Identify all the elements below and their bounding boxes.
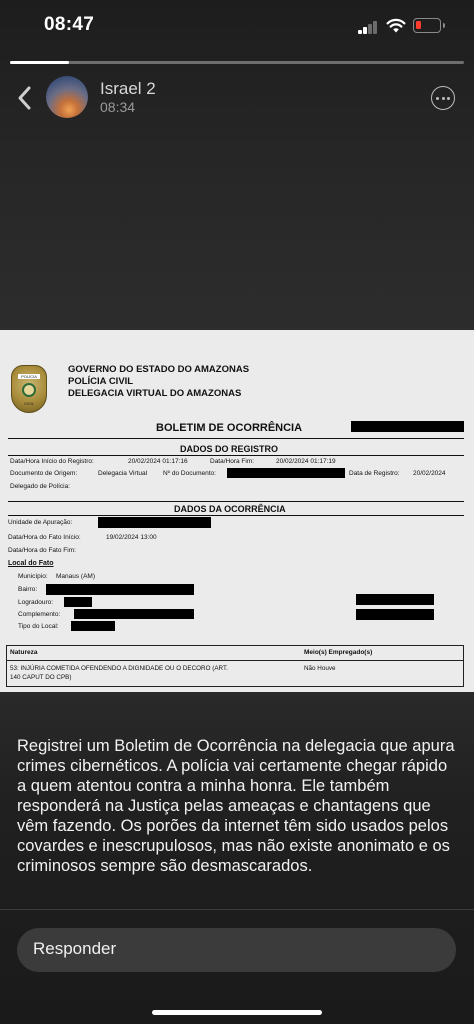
status-time: 08:47 (44, 14, 95, 35)
section-title-registro: DADOS DO REGISTRO (180, 444, 279, 454)
police-report-image (0, 330, 474, 692)
unit-label: Unidade de Apuração: (8, 519, 73, 526)
reg-start-label: Data/Hora Início do Registro: (10, 458, 94, 465)
fact-start-label: Data/Hora do Fato Início: (8, 534, 81, 541)
divider (8, 501, 464, 502)
fact-end-label: Data/Hora do Fato Fim: (8, 547, 76, 554)
home-indicator[interactable] (152, 1010, 322, 1015)
nature-line-2: 140 CAPUT DO CPB) (10, 674, 72, 681)
wifi-icon (386, 17, 406, 33)
city-label: Município: (18, 573, 48, 580)
signal-icon (358, 20, 378, 34)
battery-icon (413, 18, 441, 33)
story-caption: Registrei um Boletim de Ocorrência na delegacia que apura crimes cibernéticos. A polícia vai certamente chegar rápido a quem atentou contra a minha honra. Ele também responderá na Justiça pelas ameaças e chantagens que vêm fazendo. Os porões da internet têm sido usados pelos covardes e inescrupulosos, mas não existe anonimato e os criminosos sempre são desmascarados. (17, 737, 455, 875)
divider (8, 455, 464, 456)
reg-end-label: Data/Hora Fim: (210, 458, 255, 465)
street-label: Logradouro: (18, 599, 54, 606)
redaction (98, 517, 211, 528)
reply-input[interactable] (17, 928, 456, 972)
place-title: Local do Fato (8, 560, 54, 567)
reg-date-value: 20/02/2024 (413, 470, 446, 477)
doc-header-line-2: POLÍCIA CIVIL (68, 376, 134, 387)
fact-start-value: 19/02/2024 13:00 (106, 534, 157, 541)
story-progress-fill (10, 61, 69, 64)
contact-name[interactable]: Israel 2 (100, 79, 156, 98)
complement-label: Complemento: (18, 611, 61, 618)
reg-end-value: 20/02/2024 01:17:19 (276, 458, 336, 465)
redaction (64, 597, 92, 607)
reg-date-label: Data de Registro: (349, 470, 400, 477)
reply-placeholder: Responder (33, 939, 117, 958)
doc-header-line-1: GOVERNO DO ESTADO DO AMAZONAS (68, 364, 250, 375)
table-col-nature: Natureza (10, 649, 38, 656)
nature-table (6, 645, 464, 687)
story-background-top (0, 0, 474, 335)
reg-start-value: 20/02/2024 01:17:16 (128, 458, 188, 465)
more-options-icon[interactable] (431, 86, 455, 110)
redaction (356, 609, 434, 620)
divider (0, 909, 474, 910)
city-value: Manaus (AM) (56, 573, 96, 580)
place-type-label: Tipo do Local: (18, 623, 59, 630)
police-crest-icon: POLÍCIA CIVIL (11, 365, 47, 413)
redaction (356, 594, 434, 605)
divider (8, 438, 464, 439)
divider (8, 515, 464, 516)
avatar[interactable] (46, 76, 88, 118)
doc-title: BOLETIM DE OCORRÊNCIA (156, 422, 303, 434)
doc-header-line-3: DELEGACIA VIRTUAL DO AMAZONAS (68, 388, 242, 399)
redaction (351, 421, 464, 432)
doc-number-label: Nº do Documento: (163, 470, 216, 477)
story-progress-bar (10, 61, 464, 64)
delegate-label: Delegado de Polícia: (10, 483, 70, 490)
section-title-ocorrencia: DADOS DA OCORRÊNCIA (174, 504, 286, 514)
story-timestamp: 08:34 (100, 99, 136, 115)
back-chevron-icon[interactable] (14, 83, 36, 113)
means-value: Não Houve (304, 665, 336, 672)
redaction (227, 468, 345, 478)
redaction (46, 584, 194, 595)
table-col-means: Meio(s) Empregado(s) (304, 649, 373, 656)
origin-label: Documento de Origem: (10, 470, 78, 477)
redaction (71, 621, 115, 631)
district-label: Bairro: (18, 586, 38, 593)
nature-line-1: 53: INJÚRIA COMETIDA OFENDENDO A DIGNIDADE OU O DECORO (ART. (10, 665, 228, 672)
origin-value: Delegacia Virtual (98, 470, 148, 477)
redaction (74, 609, 194, 619)
